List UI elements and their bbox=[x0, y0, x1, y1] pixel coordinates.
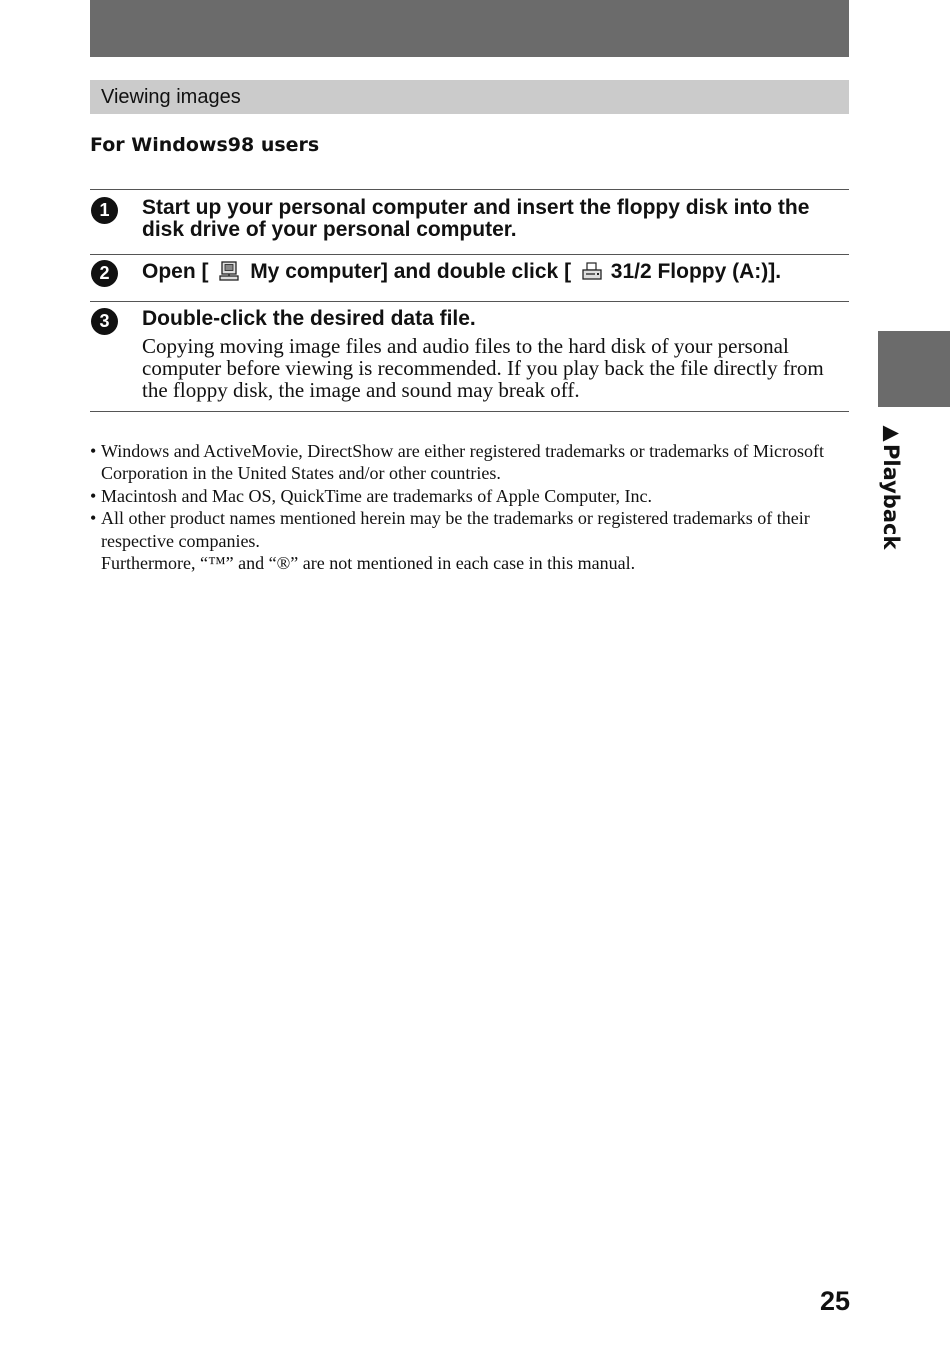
subheading: For Windows98 users bbox=[90, 134, 320, 156]
divider bbox=[90, 189, 849, 190]
section-title: Viewing images bbox=[90, 80, 849, 114]
list-item bbox=[90, 507, 850, 552]
step-title: Start up your personal computer and insert the floppy disk into the disk drive of your personal computer. bbox=[142, 196, 810, 241]
note-text: Macintosh and Mac OS, QuickTime are trademarks of Apple Computer, Inc. bbox=[101, 485, 652, 506]
step-number: 2 bbox=[91, 260, 118, 287]
step-number: 3 bbox=[91, 308, 118, 335]
header-bar bbox=[90, 0, 849, 57]
step-3 bbox=[90, 308, 849, 406]
step-title-part: 31/2 Floppy (A:)]. bbox=[610, 260, 782, 283]
note-text: Windows and ActiveMovie, DirectShow are either registered trademarks or trademarks of Microsoft Corporation in the United States and/or other countries. bbox=[101, 441, 825, 484]
bullet: • bbox=[90, 441, 97, 461]
note-text: All other product names mentioned herein may be the trademarks or registered trademarks of their respective companies. bbox=[101, 508, 810, 551]
trademark-notes bbox=[90, 440, 850, 574]
floppy-drive-icon bbox=[581, 260, 603, 282]
step-title: Double-click the desired data file. bbox=[142, 307, 476, 330]
step-title-part: My computer] and double click [ bbox=[250, 260, 572, 283]
list-item-continuation bbox=[90, 552, 850, 574]
step-number: 1 bbox=[91, 197, 118, 224]
step-body: Copying moving image files and audio files to the hard disk of your personal computer before viewing is recommended. If you play back the file directly from the floppy disk, the image and sound may break off. bbox=[142, 334, 824, 402]
step-1 bbox=[90, 197, 849, 247]
divider bbox=[90, 411, 849, 412]
list-item bbox=[90, 440, 850, 485]
page-number: 25 bbox=[819, 1286, 850, 1316]
divider bbox=[90, 301, 849, 302]
step-title bbox=[142, 260, 852, 283]
divider bbox=[90, 254, 849, 255]
computer-icon bbox=[218, 260, 240, 282]
step-2 bbox=[90, 260, 849, 292]
bullet: • bbox=[90, 508, 97, 529]
step-title-part: Open [ bbox=[142, 260, 209, 283]
chapter-label: ▶Playback bbox=[879, 420, 903, 550]
chapter-tab bbox=[878, 331, 950, 407]
list-item bbox=[90, 485, 850, 507]
bullet: • bbox=[90, 485, 97, 506]
note-text: Furthermore, “™” and “®” are not mentioned in each case in this manual. bbox=[101, 553, 636, 574]
